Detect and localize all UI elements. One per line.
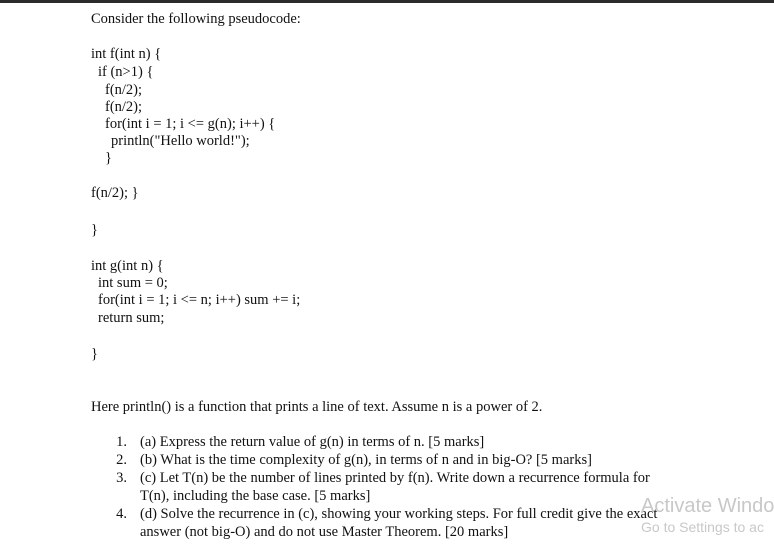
code-line: f(n/2); — [105, 82, 143, 98]
code-line: for(int i = 1; i <= g(n); i++) { — [105, 116, 276, 132]
question-text: (c) Let T(n) be the number of lines printed by f(n). Write down a recurrence formula for — [140, 470, 650, 486]
code-line: f(n/2); — [105, 99, 143, 115]
question-text: T(n), including the base case. [5 marks] — [140, 488, 371, 504]
question-number: 2. — [116, 452, 127, 468]
question-text: (b) What is the time complexity of g(n), in terms of n and in big-O? [5 marks] — [140, 452, 592, 468]
code-line: } — [105, 150, 112, 166]
question-text: answer (not big-O) and do not use Master Theorem. [20 marks] — [140, 524, 509, 540]
activate-windows-link[interactable]: Go to Settings to ac — [641, 519, 764, 535]
code-line: println("Hello world!"); — [111, 133, 250, 149]
note-text: Here println() is a function that prints a line of text. Assume n is a power of 2. — [91, 399, 543, 415]
code-line: if (n>1) { — [98, 64, 154, 80]
code-line: f(n/2); } — [91, 185, 139, 201]
code-line: int sum = 0; — [98, 275, 168, 291]
intro-text: Consider the following pseudocode: — [91, 11, 301, 27]
code-line: } — [91, 222, 98, 238]
question-text: (a) Express the return value of g(n) in terms of n. [5 marks] — [140, 434, 485, 450]
code-line: return sum; — [98, 310, 165, 326]
question-number: 4. — [116, 506, 127, 522]
activate-windows-watermark: Activate Windo — [641, 495, 774, 517]
code-line: } — [91, 346, 98, 362]
question-number: 1. — [116, 434, 127, 450]
code-line: for(int i = 1; i <= n; i++) sum += i; — [98, 292, 301, 308]
question-number: 3. — [116, 470, 127, 486]
code-line: int f(int n) { — [91, 46, 162, 62]
code-line: int g(int n) { — [91, 258, 164, 274]
question-text: (d) Solve the recurrence in (c), showing your working steps. For full credit give the exact — [140, 506, 658, 522]
